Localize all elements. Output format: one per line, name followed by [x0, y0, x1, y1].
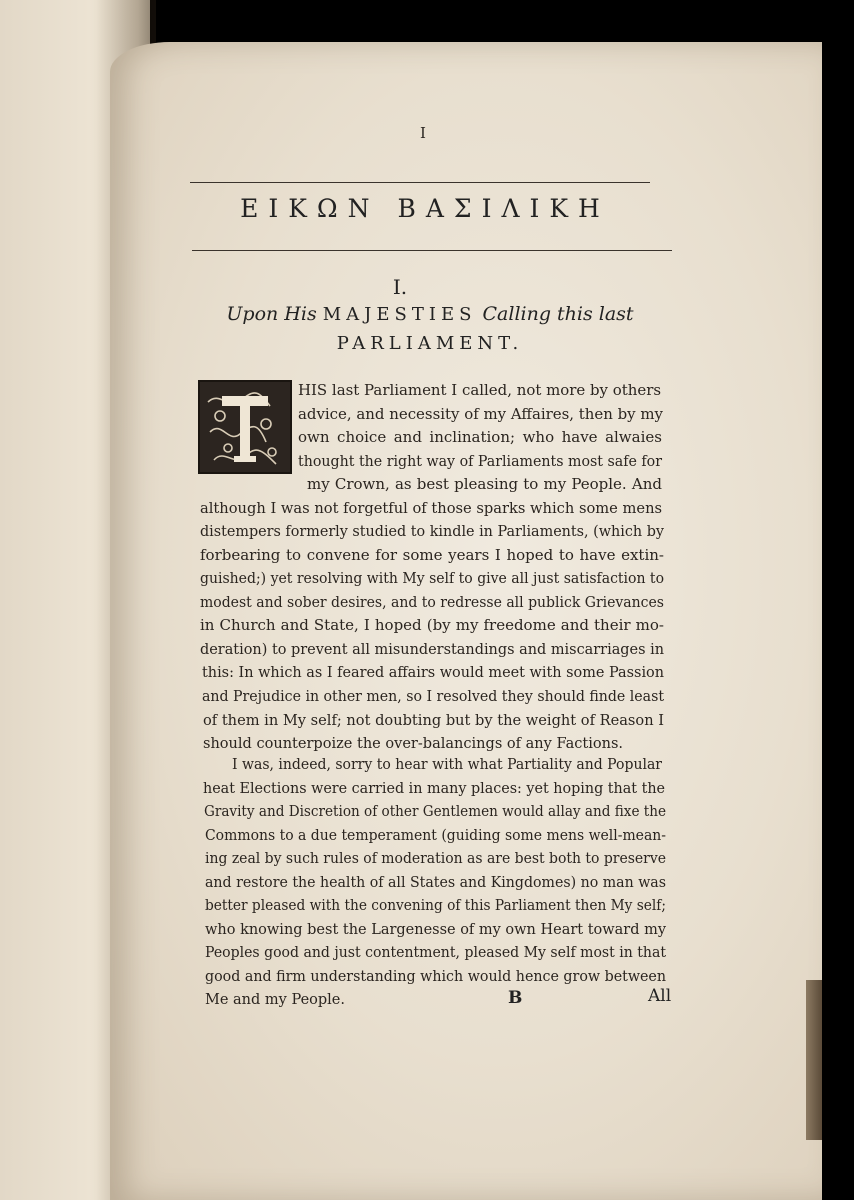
running-title: ΕΙΚΩΝ ΒΑΣΙΛΙΚΗ	[240, 194, 610, 223]
heading-text-2: Calling this last	[482, 303, 634, 325]
heading-caps-2: PARLIAMENT.	[336, 333, 524, 354]
text-line: I was, indeed, sorry to hear with what Partiality and Popular	[232, 755, 663, 773]
text-line: heat Elections were carried in many places: yet hoping that the	[203, 779, 666, 797]
text-line: advice, and necessity of my Affaires, then by my	[298, 405, 663, 423]
text-line: Peoples good and just contentment, pleased My self most in that	[205, 943, 666, 961]
title-rule-top	[190, 182, 650, 183]
text-line: thought the right way of Parliaments most safe for	[298, 452, 662, 470]
text-line: Gravity and Discretion of other Gentlemen would allay and fixe the	[204, 802, 667, 820]
text-line: who knowing best the Largenesse of my own Heart toward my	[205, 920, 667, 938]
text-line: ing zeal by such rules of moderation as are best both to preserve	[205, 849, 666, 867]
text-line: of them in My self; not doubting but by the weight of Reason I	[203, 711, 664, 729]
text-line: Commons to a due temperament (guiding some mens well-mean-	[205, 826, 666, 844]
catchword: All	[648, 986, 672, 1006]
page-number: I	[420, 124, 426, 142]
text-line: and restore the health of all States and Kingdomes) no man was	[205, 873, 667, 891]
title-rule-bottom	[192, 250, 672, 251]
heading-caps-1: MAJESTIES	[322, 304, 477, 325]
text-line: forbearing to convene for some years I hoped to have extin-	[200, 546, 664, 564]
chapter-heading	[200, 300, 660, 358]
text-line: in Church and State, I hoped (by my freedome and their mo-	[200, 616, 664, 634]
text-line: modest and sober desires, and to redresse all publick Grievances	[200, 593, 664, 611]
page-edge	[806, 980, 822, 1140]
text-line: and Prejudice in other men, so I resolved they should finde least	[202, 687, 664, 705]
chapter-number: I.	[392, 275, 408, 299]
text-line: should counterpoize the over-balancings of any Factions.	[203, 734, 624, 752]
text-line: better pleased with the convening of this Parliament then My self;	[205, 896, 666, 914]
text-line: guished;) yet resolving with My self to give all just satisfaction to	[200, 569, 665, 587]
text-line: HIS last Parliament I called, not more by others	[298, 381, 662, 399]
text-line: my Crown, as best pleasing to my People. And	[307, 475, 662, 493]
ornamental-initial-t	[198, 380, 292, 474]
text-line: deration) to prevent all misunderstandings and miscarriages in	[200, 640, 665, 658]
text-line: Me and my People.	[205, 990, 346, 1008]
signature-mark: B	[508, 988, 523, 1008]
text-line: good and firm understanding which would hence grow between	[205, 967, 667, 985]
text-line: although I was not forgetful of those sparks which some mens	[200, 499, 663, 517]
text-line: distempers formerly studied to kindle in Parliaments, (which by	[200, 522, 664, 540]
heading-text-1: Upon His	[226, 303, 317, 325]
text-line: this: In which as I feared affairs would meet with some Passion	[202, 663, 665, 681]
text-line: own choice and inclination; who have alwaies	[298, 428, 662, 446]
